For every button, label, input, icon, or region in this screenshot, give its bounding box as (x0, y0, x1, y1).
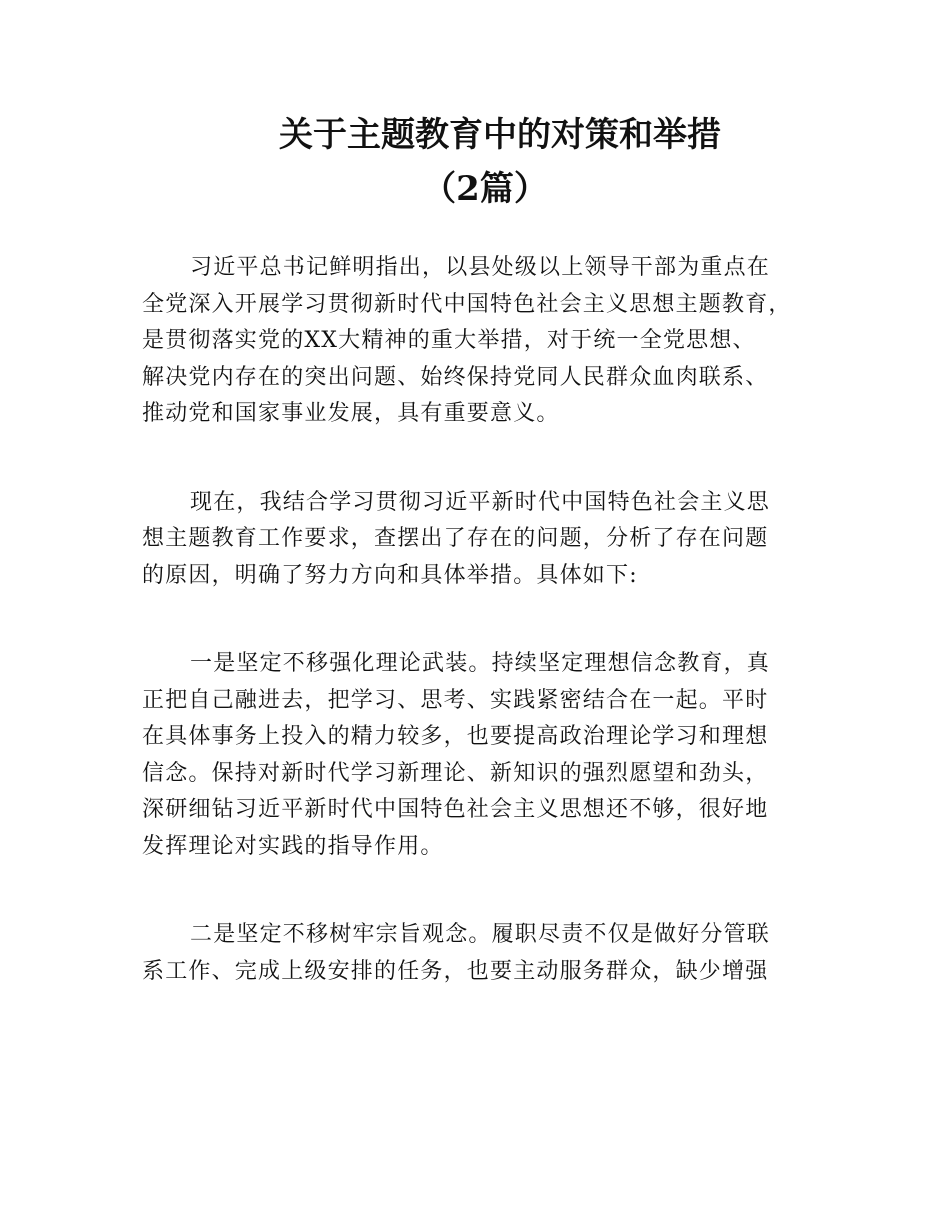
paragraph-line: 一是坚定不移强化理论武装。持续坚定理想信念教育，真 (190, 651, 771, 676)
title-line-2: （2篇） (422, 169, 548, 209)
paragraph-line: 在具体事务上投入的精力较多，也要提高政治理论学习和理想 (142, 724, 769, 749)
paragraph-line: 是贯彻落实党的XX大精神的重大举措，对于统一全党思想、 (142, 328, 756, 353)
paragraph-line: 想主题教育工作要求，查摆出了存在的问题，分析了存在问题 (142, 526, 769, 551)
paragraph-3 (142, 646, 842, 865)
paragraph-line: 信念。保持对新时代学习新理论、新知识的强烈愿望和劲头， (142, 760, 769, 786)
paragraph-line: 深研细钻习近平新时代中国特色社会主义思想还不够，很好地 (142, 797, 769, 822)
paragraph-line: 正把自己融进去，把学习、思考、实践紧密结合在一起。平时 (142, 687, 769, 713)
paragraph-2 (142, 485, 842, 595)
paragraph-line: 全党深入开展学习贯彻新时代中国特色社会主义思想主题教育， (142, 291, 792, 317)
paragraph-line: 解决党内存在的突出问题、始终保持党同人民群众血肉联系、 (142, 364, 769, 390)
paragraph-line: 的原因，明确了努力方向和具体举措。具体如下: (142, 562, 638, 588)
paragraph-line: 现在，我结合学习贯彻习近平新时代中国特色社会主义思 (190, 489, 771, 515)
document-title (0, 108, 950, 216)
paragraph-4 (142, 917, 842, 990)
paragraph-line: 习近平总书记鲜明指出，以县处级以上领导干部为重点在 (190, 255, 771, 280)
title-line-1: 关于主题教育中的对策和举措 (279, 115, 721, 155)
paragraph-line: 推动党和国家事业发展，具有重要意义。 (142, 401, 560, 426)
paragraph-line: 系工作、完成上级安排的任务，也要主动服务群众，缺少增强 (142, 958, 769, 984)
document-body (142, 250, 842, 1042)
paragraph-line: 二是坚定不移树牢宗旨观念。履职尽责不仅是做好分管联 (190, 922, 771, 947)
paragraph-line: 发挥理论对实践的指导作用。 (142, 833, 444, 859)
paragraph-1 (142, 250, 842, 433)
